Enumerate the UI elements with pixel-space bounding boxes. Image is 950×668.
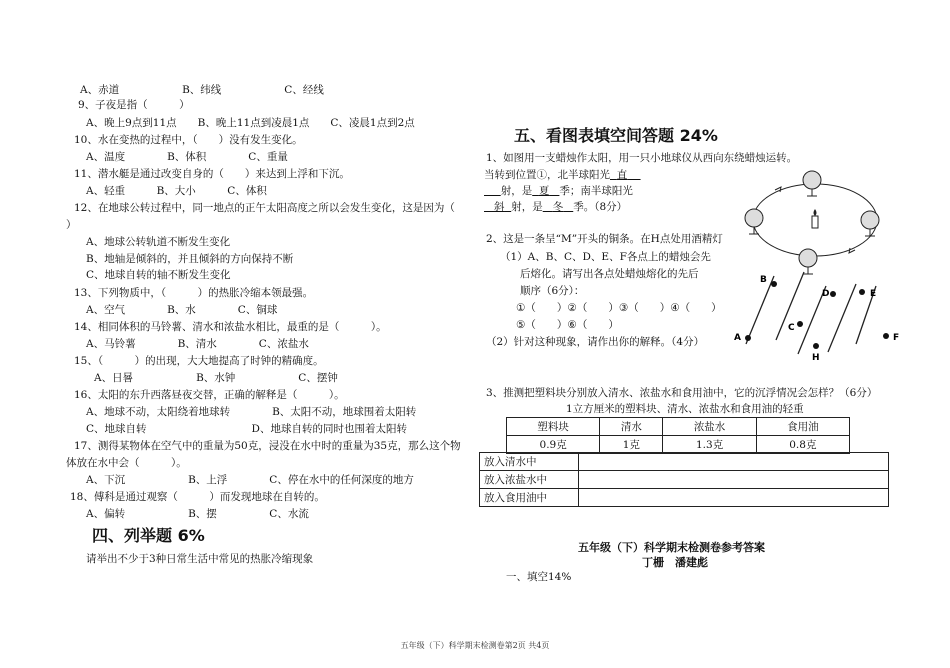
q3-stem: 3、推测把塑料块分别放入清水、浓盐水和食用油中，它的沉浮情况会怎样？（6分） (486, 387, 878, 399)
point-label-f: F (893, 333, 900, 343)
q11-options: A、轻重 B、大小 C、体积 (86, 185, 267, 197)
q2-blanks-2: ⑤（ ）⑥（ ） (516, 319, 619, 331)
q2-line7: （2）针对这种现象，请作出你的解释。（4分） (486, 336, 705, 348)
q1-line2: 当转到位置①，北半球阳光 直 (484, 169, 628, 181)
point-label-a: A (734, 333, 741, 343)
density-table (506, 417, 850, 454)
globe-right (861, 211, 879, 236)
section4-prompt: 请举出不少于3种日常生活中常见的热胀冷缩现象 (86, 553, 314, 565)
q1-line4: 斜 射，是 冬 季。（8分） (494, 201, 628, 213)
sink-row-label: 放入食用油中 (480, 489, 579, 507)
q1-answer-summer: 夏 (538, 185, 550, 197)
q14-options: A、马铃薯 B、清水 C、浓盐水 (86, 338, 309, 350)
q16-options-cd: C、地球自转 D、地球自转的同时也围着太阳转 (86, 423, 407, 435)
q13-options: A、空气 B、水 C、铜球 (86, 304, 278, 316)
point-label-b: B (760, 275, 767, 285)
q18-options: A、偏转 B、摆 C、水流 (86, 508, 309, 520)
q17-stem-cont: 体放在水中会（ ）。 (66, 457, 187, 469)
density-header-row (507, 418, 850, 436)
density-value-cell: 1.3克 (663, 436, 756, 454)
table-row (480, 471, 889, 489)
q12-option-a: A、地球公转轨道不断发生变化 (86, 236, 231, 248)
q17-options: A、下沉 B、上浮 C、停在水中的任何深度的地方 (86, 474, 414, 486)
q1-answer-oblique: 斜 (494, 201, 505, 213)
q10-stem: 10、水在变热的过程中，（ ）没有发生变化。 (74, 134, 303, 146)
q9-options: A、晚上9点到11点 B、晚上11点到凌晨1点 C、凌晨1点到2点 (86, 117, 415, 129)
q18-stem: 18、傅科是通过观察（ ）而发现地球在自转的。 (70, 491, 325, 503)
copper-strip-diagram (728, 268, 908, 368)
point-label-c: C (788, 323, 795, 333)
globe-left (745, 209, 763, 234)
earth-orbit-diagram (740, 168, 890, 278)
q17-stem: 17、测得某物体在空气中的重量为50克，浸没在水中时的重量为35克，那么这个物 (74, 440, 461, 452)
sink-row-label: 放入清水中 (480, 453, 579, 471)
q16-options-ab: A、地球不动，太阳绕着地球转 B、太阳不动，地球围着太阳转 (86, 406, 417, 418)
density-value-cell: 1克 (600, 436, 663, 454)
q12-stem-cont: ） (66, 219, 77, 231)
q11-stem: 11、潜水艇是通过改变自身的（ ）来达到上浮和下沉。 (74, 168, 350, 180)
answer-key-authors: 丁栅 潘建彪 (642, 556, 708, 569)
q3-caption: 1立方厘米的塑料块、清水、浓盐水和食用油的轻重 (566, 403, 804, 415)
answer-cell[interactable] (579, 453, 889, 471)
q14-stem: 14、相同体积的马铃薯、清水和浓盐水相比，最重的是（ ）。 (74, 321, 387, 333)
point-label-h: H (812, 353, 820, 363)
point-label-d: D (822, 289, 830, 299)
q1-line3: 射，是 夏 季；南半球阳光 (500, 185, 633, 197)
density-header-cell: 清水 (600, 418, 663, 436)
table-row (480, 453, 889, 471)
q16-stem: 16、太阳的东升西落昼夜交替，正确的解释是（ ）。 (74, 389, 345, 401)
q1-text: 1、如图用一支蜡烛作太阳，用一只小地球仪从西向东绕蜡烛运转。 (486, 152, 798, 164)
q2-line4: 顺序（6分）： (520, 285, 585, 297)
q12-stem: 12、在地球公转过程中，同一地点的正午太阳高度之所以会发生变化，这是因为（ (74, 202, 455, 214)
section4-title: 四、列举题 6% (92, 526, 205, 545)
q12-option-c: C、地球自转的轴不断发生变化 (86, 269, 231, 281)
answer-cell[interactable] (579, 471, 889, 489)
q15-stem: 15、（ ）的出现，大大地提高了时钟的精确度。 (74, 355, 324, 367)
sink-float-table (479, 452, 889, 507)
answer-cell[interactable] (579, 489, 889, 507)
answer-key-title: 五年级（下）科学期末检测卷参考答案 (578, 541, 765, 554)
answer-section1: 一、填空14% (506, 571, 572, 583)
q8-options: A、赤道 B、纬线 C、经线 (80, 84, 324, 96)
q2-blanks-1: ①（ ）②（ ）③（ ）④（ ） (516, 302, 722, 314)
globe-top (803, 171, 821, 196)
table-row (480, 489, 889, 507)
q9-stem: 9、子夜是指（ ） (78, 99, 190, 111)
density-header-cell: 塑料块 (507, 418, 600, 436)
page-footer: 五年级（下）科学期末检测卷第2页 共4页 (400, 641, 550, 650)
density-value-cell: 0.8克 (756, 436, 849, 454)
density-value-cell: 0.9克 (507, 436, 600, 454)
sink-row-label: 放入浓盐水中 (480, 471, 579, 489)
q12-option-b: B、地轴是倾斜的，并且倾斜的方向保持不断 (86, 253, 294, 265)
point-label-e: E (870, 289, 877, 299)
density-header-cell: 浓盐水 (663, 418, 756, 436)
density-header-cell: 食用油 (756, 418, 849, 436)
q2-line2: （1）A、B、C、D、E、F各点上的蜡烛会先 (500, 251, 711, 263)
q10-options: A、温度 B、体积 C、重量 (86, 151, 288, 163)
q13-stem: 13、下列物质中，（ ）的热胀冷缩本领最强。 (74, 287, 314, 299)
q1-answer-winter: 冬 (552, 201, 564, 213)
q1-answer-direct: 直 (616, 169, 628, 181)
q2-line1: 2、这是一条呈“M”开头的铜条。在H点处用酒精灯 (486, 233, 723, 245)
q15-options: A、日晷 B、水钟 C、摆钟 (94, 372, 338, 384)
section5-title: 五、看图表填空间答题 24% (514, 126, 718, 145)
density-value-row (507, 436, 850, 454)
candle-icon (812, 209, 818, 228)
q2-line3: 后熔化。请写出各点处蜡烛熔化的先后 (520, 268, 699, 280)
